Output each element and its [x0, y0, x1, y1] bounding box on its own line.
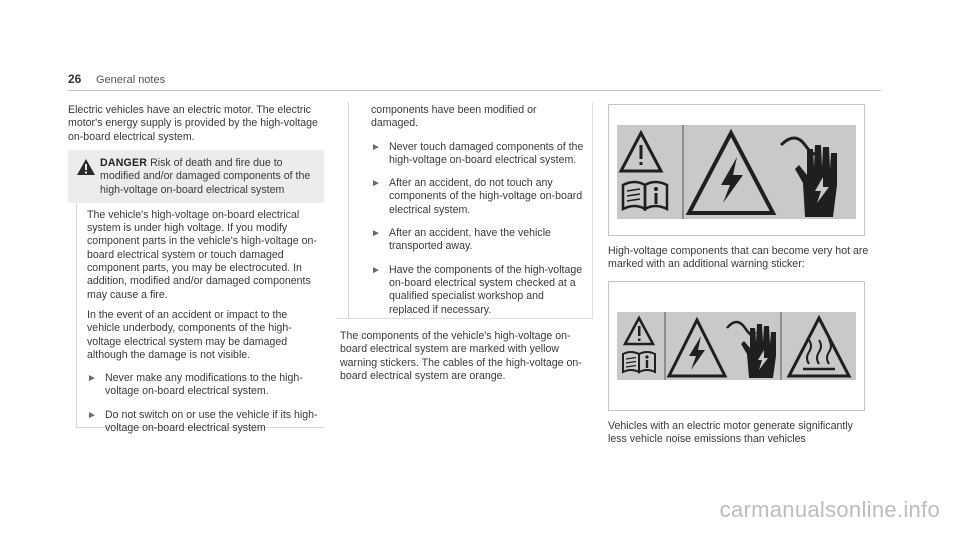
- page-number: 26: [68, 72, 82, 86]
- danger-continuation-box: [336, 102, 593, 319]
- danger-heading-text: Risk of death and fire due to modified and/or damaged components of the high-voltage on-board electrical system: [100, 157, 311, 196]
- hot-warning-sticker-image: [608, 281, 865, 411]
- list-item: ► Do not switch on or use the vehicle if its high-voltage on-board electrical system: [87, 408, 318, 435]
- list-item: ► After an accident, do not touch any components of the high-voltage on-board electrical system.: [371, 177, 583, 216]
- danger-body-text-1: The vehicle's high-voltage on-board electrical system is under high voltage. If you modify component parts in the vehicle's high-voltage on-board electrical system or touch damaged component parts, you may be electrocuted. In addition, modified and/or damaged components may cause a fire.: [87, 208, 317, 301]
- warning-triangle-icon: [76, 158, 96, 176]
- warning-sticker-image: [608, 104, 865, 236]
- section-title: General notes: [96, 74, 166, 86]
- list-item: ► Have the components of the high-voltage on-board electrical system checked at a qualified specialist workshop and replaced if necessary.: [371, 263, 583, 316]
- danger-box: [68, 150, 324, 440]
- watermark: carmanualsonline.info: [719, 497, 940, 522]
- list-item: ► After an accident, have the vehicle transported away.: [371, 227, 551, 253]
- danger-heading: [68, 150, 324, 203]
- arrow-right-bullet-icon: ►: [87, 409, 97, 421]
- list-item: ► Never touch damaged components of the high-voltage on-board electrical system.: [371, 140, 584, 166]
- list-item: ► Never make any modifications to the high-voltage on-board electrical system.: [87, 372, 303, 398]
- arrow-right-bullet-icon: ►: [371, 178, 381, 190]
- danger-body-text-2: In the event of an accident or impact to the vehicle underbody, components of the high-voltage electrical system may be damaged although the damage is not visible.: [87, 308, 292, 361]
- arrow-right-bullet-icon: ►: [371, 141, 381, 153]
- danger-body: [76, 203, 324, 435]
- page-header: [68, 72, 881, 91]
- arrow-right-bullet-icon: ►: [371, 228, 381, 240]
- intro-text: Electric vehicles have an electric motor. The electric motor's energy supply is provided by the high-voltage on-board electrical system.: [68, 104, 318, 143]
- continuation-text: components have been modified or damaged.: [371, 104, 537, 130]
- sticker-caption-1: High-voltage components that can become very hot are marked with an additional warning sticker:: [608, 245, 869, 271]
- stickers-paragraph: The components of the vehicle's high-voltage on-board electrical system are marked with yellow warning stickers. The cables of the high-voltage on-board electrical system are orange.: [340, 330, 582, 382]
- arrow-right-bullet-icon: ►: [87, 373, 97, 385]
- sticker-caption-2: Vehicles with an electric motor generate significantly less vehicle noise emissions than vehicles: [608, 420, 853, 446]
- arrow-right-bullet-icon: ►: [371, 264, 381, 276]
- intro-paragraph: [68, 104, 324, 144]
- danger-label: DANGER: [100, 157, 148, 169]
